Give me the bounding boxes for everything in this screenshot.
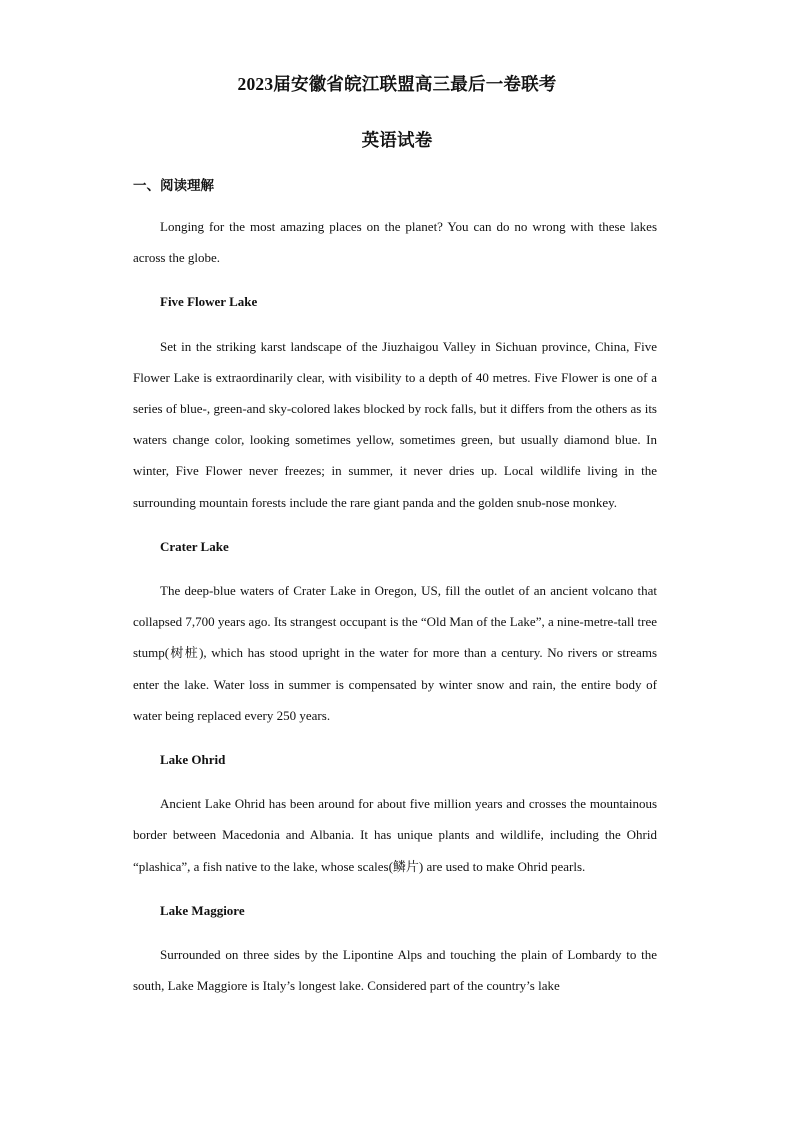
exam-title: 2023届安徽省皖江联盟高三最后一卷联考 <box>237 74 557 94</box>
lake-heading-ohrid: Lake Ohrid <box>160 752 226 768</box>
lake-heading-crater: Crater Lake <box>160 538 229 554</box>
lake-text-crater: The deep-blue waters of Crater Lake in Oregon, US, fill the outlet of an ancient volcano that collapsed 7,700 years ago. Its strangest occupant is the “Old Man of the Lake”, a nine-metre-tall tree stump(树桩), which has stood upright in the water for more than a century. No rivers or streams enter the lake. Water loss in summer is compensated by winter snow and rain, the entire body of water being replaced every 250 years. <box>133 583 657 723</box>
reading-passage <box>133 211 657 1014</box>
lake-text-ohrid: Ancient Lake Ohrid has been around for about five million years and crosses the mountainous border between Macedonia and Albania. It has unique plants and wildlife, including the Ohrid “plashica”, a fish native to the lake, whose scales(鳞片) are used to make Ohrid pearls. <box>133 796 657 874</box>
lake-heading-maggiore: Lake Maggiore <box>160 902 245 918</box>
lake-text-maggiore: Surrounded on three sides by the Lipontine Alps and touching the plain of Lombardy to the south, Lake Maggiore is Italy’s longest lake. Considered part of the country’s lake <box>133 947 657 994</box>
lake-heading-five-flower: Five Flower Lake <box>160 294 258 310</box>
passage-intro: Longing for the most amazing places on the planet? You can do no wrong with these lakes across the globe. <box>133 219 657 266</box>
section-heading: 一、阅读理解 <box>133 178 214 193</box>
lake-text-five-flower: Set in the striking karst landscape of the Jiuzhaigou Valley in Sichuan province, China, Five Flower Lake is extraordinarily clear, with visibility to a depth of 40 metres. Five Flower is one of a series of blue-, green-and sky-colored lakes blocked by rock falls, but it differs from the others as its waters change color, looking sometimes yellow, sometimes green, but usually diamond blue. In winter, Five Flower never freezes; in summer, it never dries up. Local wildlife living in the surrounding mountain forests include the rare giant panda and the golden snub-nose monkey. <box>133 338 657 510</box>
exam-subtitle: 英语试卷 <box>361 130 433 150</box>
